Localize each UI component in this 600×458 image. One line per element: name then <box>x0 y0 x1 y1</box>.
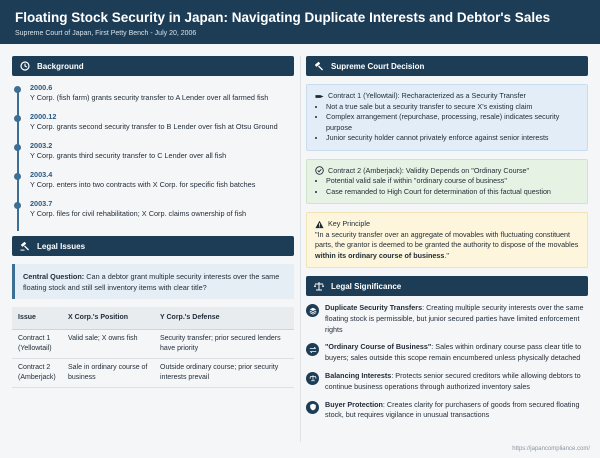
contract1-title-row <box>315 91 579 102</box>
history-icon <box>20 61 30 71</box>
table-cell: Contract 2 (Amberjack) <box>12 359 62 388</box>
balance-icon <box>306 372 319 385</box>
pointing-hand-icon <box>315 92 324 101</box>
table-cell: Outside ordinary course; prior security interests prevail <box>154 359 294 388</box>
timeline-dot <box>14 202 21 209</box>
legal-issues-heading: Legal Issues <box>37 241 86 251</box>
timeline-dot <box>14 86 21 93</box>
list-item: • Not a true sale but a security transfer to secure X's existing claim <box>326 102 579 113</box>
contract1-points <box>326 102 579 144</box>
table-row <box>12 330 294 359</box>
footer-url: https://japancompliance.com/ <box>512 446 590 452</box>
table-cell: Sale in ordinary course of business <box>62 359 154 388</box>
list-item <box>306 400 588 422</box>
left-column <box>12 56 294 388</box>
legal-issues-section-header <box>12 236 294 256</box>
list-item: • Case remanded to High Court for determination of this factual question <box>326 187 579 198</box>
shield-icon <box>306 401 319 414</box>
significance-text <box>325 342 588 364</box>
timeline-text: Y Corp. files for civil rehabilitation; X Corp. claims ownership of fish <box>30 209 247 218</box>
quote-text: "In a security transfer over an aggregate of movables with fluctuating constituent parts, the grantor is deemed to be granted the authority to dispose of the movables <box>315 229 579 249</box>
significance-text <box>325 303 588 335</box>
timeline-item <box>30 170 294 199</box>
list-item: • Complex arrangement (repurchase, processing, resale) indicates security purpose <box>326 112 579 133</box>
decision-section-header <box>306 56 588 76</box>
central-question-label: Central Question: <box>23 272 85 281</box>
quote-emphasis: within its ordinary course of business <box>315 250 445 260</box>
key-principle-title: Key Principle <box>328 219 370 228</box>
table-header-cell: Y Corp.'s Defense <box>154 307 294 330</box>
balance-icon <box>314 281 324 291</box>
warning-icon <box>315 220 324 229</box>
decision-heading: Supreme Court Decision <box>331 61 425 71</box>
significance-body: : Creates clarity for purchasers of goods from secured floating stock, but requires vigilance in unusual transactions <box>325 399 580 420</box>
timeline-item <box>30 112 294 141</box>
significance-label: Duplicate Security Transfers <box>325 303 423 312</box>
contract1-title: Contract 1 (Yellowtail): Recharacterized as a Security Transfer <box>328 91 526 100</box>
timeline-date: 2000.6 <box>30 83 53 92</box>
significance-text <box>325 400 588 422</box>
timeline-date: 2003.7 <box>30 199 53 208</box>
significance-heading: Legal Significance <box>331 281 402 291</box>
quote-end: ." <box>444 250 449 260</box>
layers-icon <box>306 304 319 317</box>
list-item <box>306 303 588 335</box>
contract2-title: Contract 2 (Amberjack): Validity Depends on "Ordinary Course" <box>328 165 530 175</box>
timeline-item <box>30 141 294 170</box>
table-cell: Contract 1 (Yellowtail) <box>12 330 62 359</box>
exchange-icon <box>306 343 319 356</box>
column-divider <box>300 56 301 442</box>
timeline-item <box>30 199 294 228</box>
significance-body: : Creating multiple security interests over the same floating stock is permissible, but junior secured parties have limited enforcement rights <box>325 303 584 334</box>
significance-label: Balancing Interests <box>325 370 392 380</box>
right-column <box>306 56 588 421</box>
page-subtitle: Supreme Court of Japan, First Petty Bench - July 20, 2006 <box>15 30 197 37</box>
issues-table <box>12 307 294 388</box>
check-circle-icon <box>315 166 324 175</box>
timeline-text: Y Corp. grants second security transfer to B Lender over fish at Otsu Ground <box>30 122 278 131</box>
timeline-date: 2003.2 <box>30 141 53 150</box>
key-principle-quote <box>315 230 579 262</box>
timeline-dot <box>14 173 21 180</box>
timeline-line <box>17 87 19 231</box>
significance-section-header <box>306 276 588 296</box>
gavel-icon <box>314 61 324 71</box>
timeline-dot <box>14 144 21 151</box>
timeline <box>12 83 294 228</box>
significance-body: : Sales within ordinary course pass clear title to buyers; sales outside this scope remain encumbered unless physically detached <box>325 342 582 363</box>
significance-label: "Ordinary Course of Business" <box>325 342 432 352</box>
central-question <box>12 264 294 299</box>
gavel-icon <box>20 241 30 251</box>
table-cell: Security transfer; prior secured lenders have priority <box>154 330 294 359</box>
key-principle-title-row <box>315 219 579 230</box>
page-title: Floating Stock Security in Japan: Navigating Duplicate Interests and Debtor's Sales <box>15 10 551 25</box>
significance-list <box>306 303 588 421</box>
contract2-points <box>326 176 579 197</box>
significance-text <box>325 371 588 393</box>
significance-body: : Protects senior secured creditors while allowing debtors to continue business operations through authorized inventory sales <box>325 370 581 391</box>
timeline-text: Y Corp. grants third security transfer to C Lender over all fish <box>30 151 227 160</box>
timeline-text: Y Corp. enters into two contracts with X Corp. for specific fish batches <box>30 180 256 189</box>
table-row <box>12 359 294 388</box>
significance-label: Buyer Protection <box>325 399 383 409</box>
contract2-title-row <box>315 166 579 177</box>
timeline-date: 2000.12 <box>30 112 57 121</box>
page-header <box>0 0 600 44</box>
timeline-dot <box>14 115 21 122</box>
table-header-row <box>12 307 294 330</box>
contract1-box <box>306 84 588 151</box>
background-section-header <box>12 56 294 76</box>
list-item <box>306 371 588 393</box>
timeline-text: Y Corp. (fish farm) grants security transfer to A Lender over all farmed fish <box>30 93 269 102</box>
table-header-cell: X Corp.'s Position <box>62 307 154 330</box>
table-header-cell: Issue <box>12 307 62 330</box>
list-item <box>306 342 588 364</box>
timeline-date: 2003.4 <box>30 170 53 179</box>
table-cell: Valid sale; X owns fish <box>62 330 154 359</box>
background-heading: Background <box>37 61 84 71</box>
central-question-text: Can a debtor grant multiple security interests over the same floating stock and still sell inventory items with clear title? <box>23 272 280 292</box>
list-item: • Potential valid sale if within "ordinary course of business" <box>326 176 579 187</box>
list-item: • Junior security holder cannot privately enforce against senior interests <box>326 133 579 144</box>
timeline-item <box>30 83 294 112</box>
key-principle-box <box>306 212 588 268</box>
contract2-box <box>306 159 588 205</box>
